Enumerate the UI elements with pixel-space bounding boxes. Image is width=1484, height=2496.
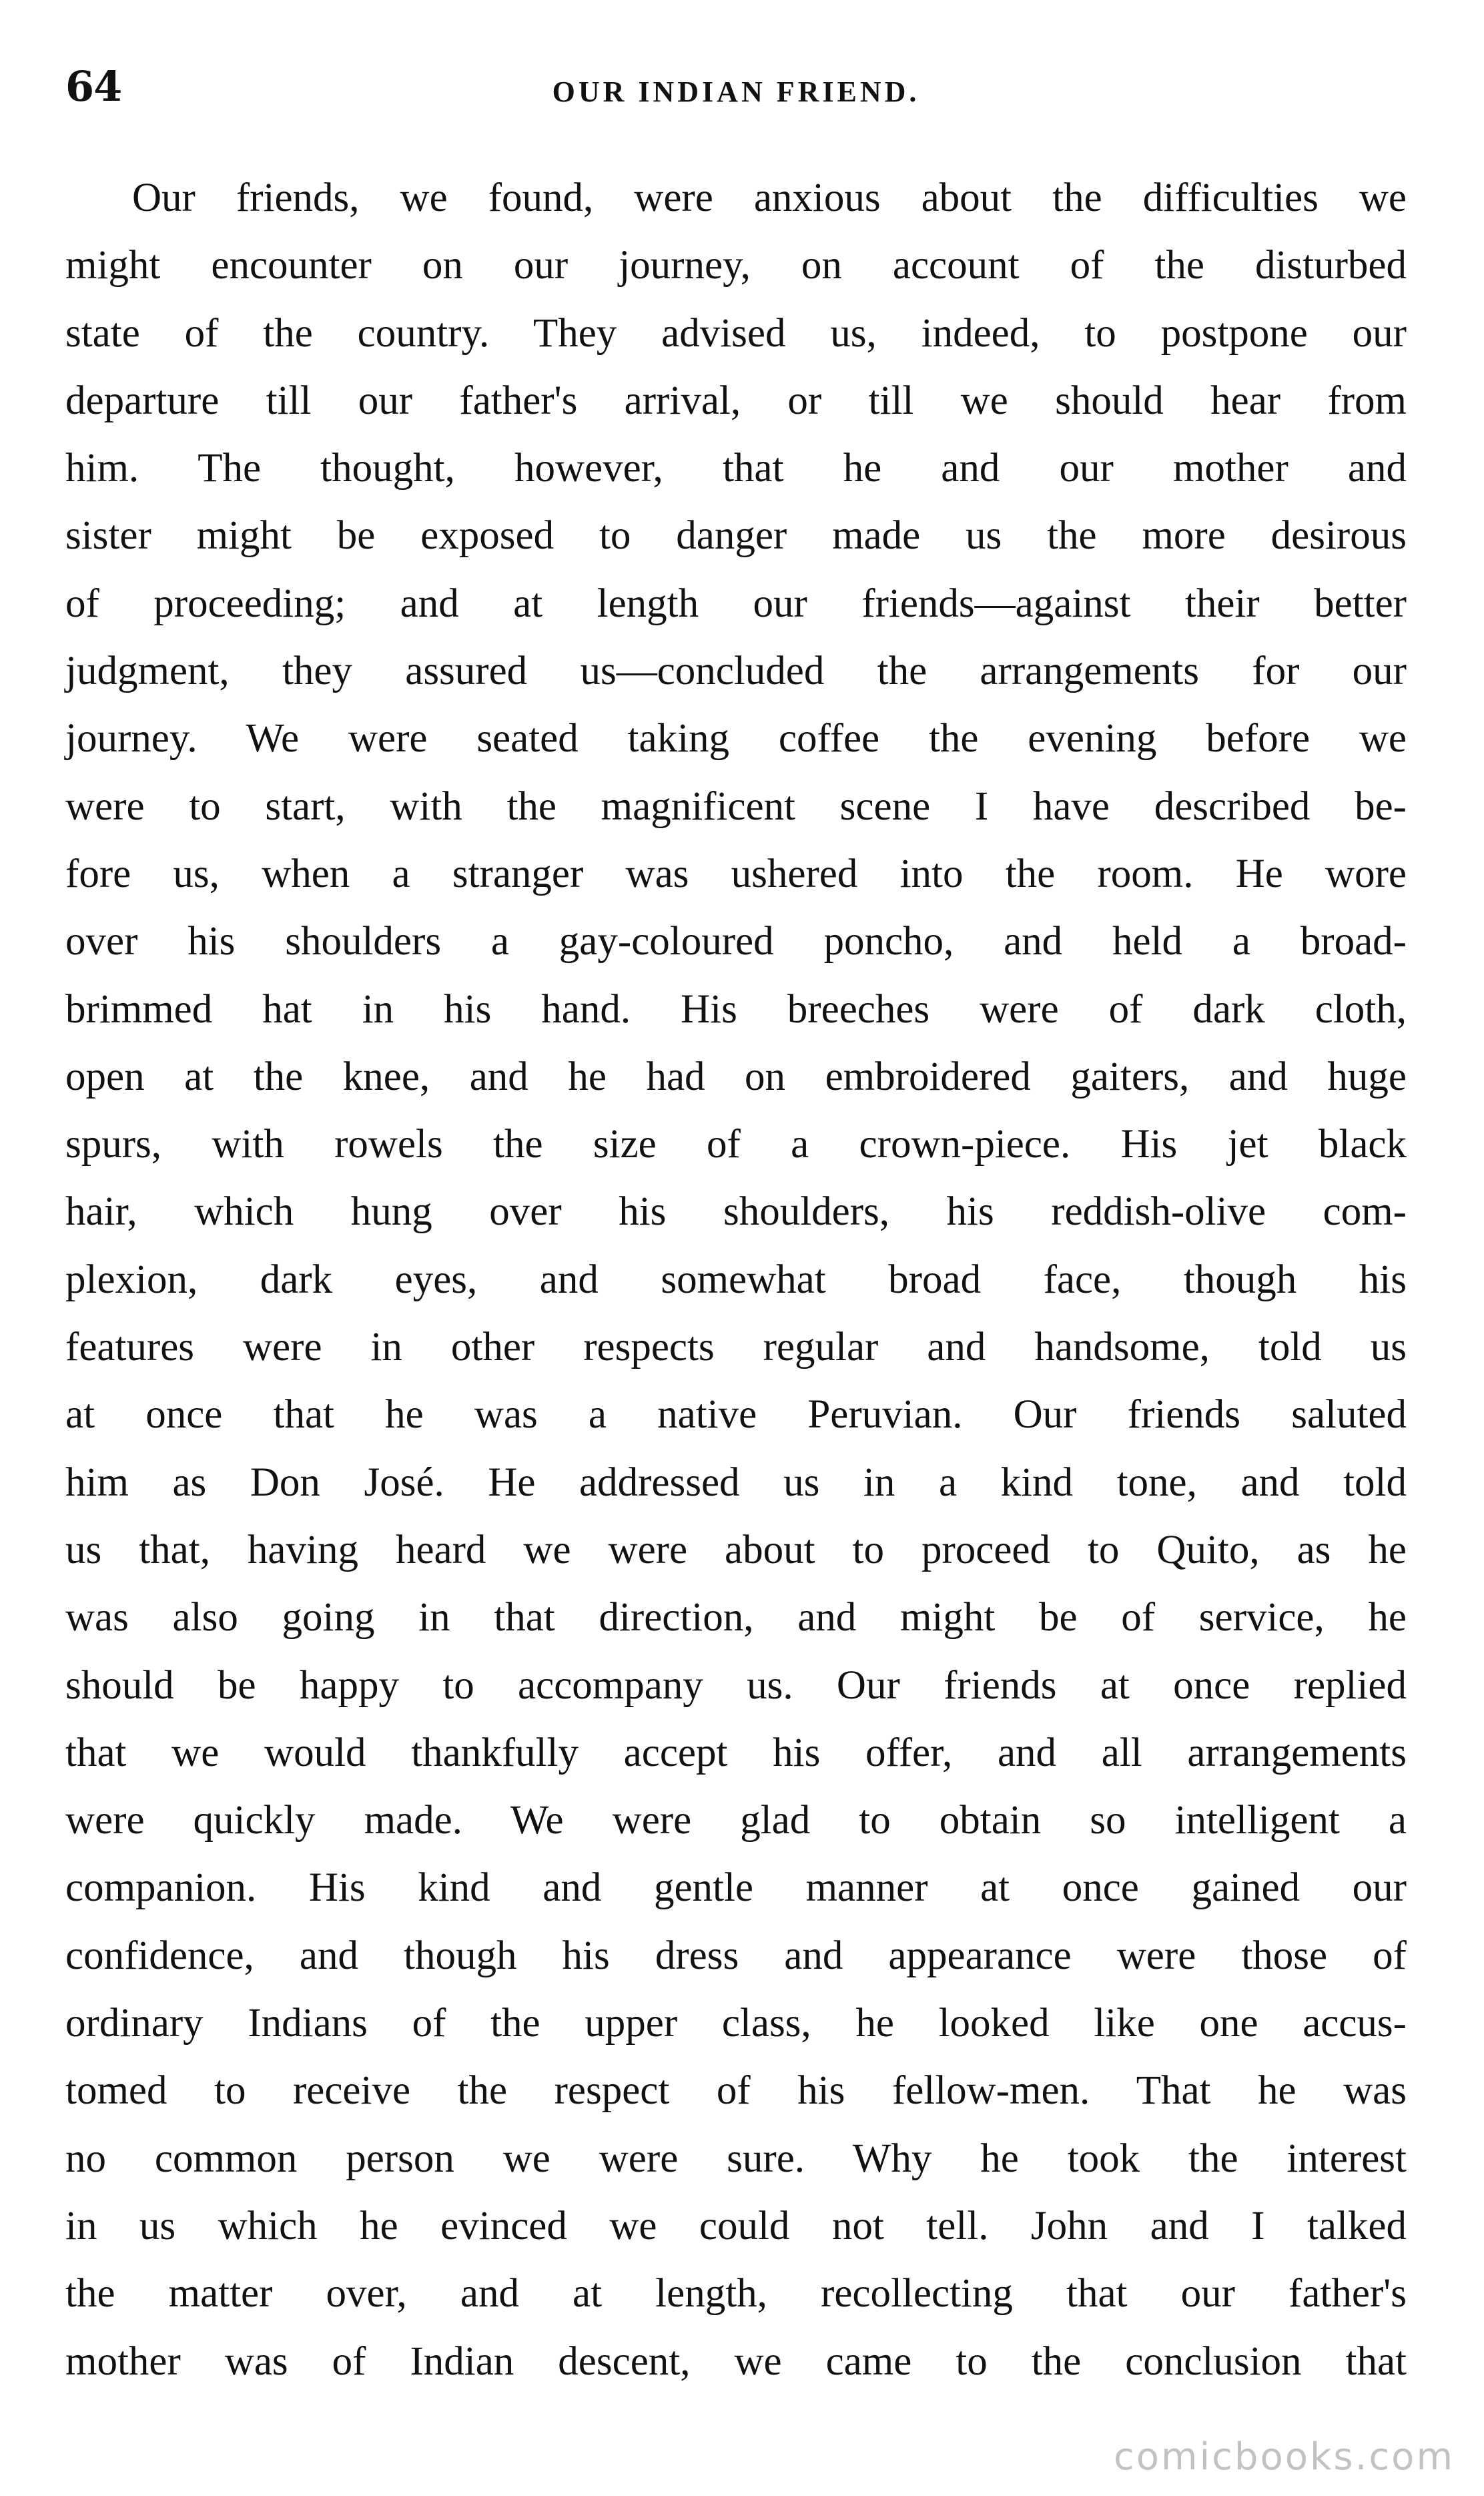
text-line: judgment, they assured us—concluded the arrangements for our: [65, 649, 1407, 694]
text-line: confidence, and though his dress and appearance were those of: [65, 1933, 1407, 1978]
text-line: ordinary Indians of the upper class, he looked like one accus-: [65, 2001, 1407, 2046]
text-line: should be happy to accompany us. Our friends at once replied: [65, 1662, 1407, 1708]
text-line: at once that he was a native Peruvian. Our friends saluted: [65, 1392, 1407, 1438]
text-line: in us which he evinced we could not tell. John and I talked: [65, 2203, 1407, 2248]
running-title: OUR INDIAN FRIEND.: [552, 75, 920, 108]
text-line: Our friends, we found, were anxious about the difficulties we: [132, 176, 1407, 220]
text-line: hair, which hung over his shoulders, his reddish-olive com-: [65, 1189, 1407, 1235]
text-line: us that, having heard we were about to proceed to Quito, as he: [65, 1527, 1407, 1572]
text-line: open at the knee, and he had on embroidered gaiters, and huge: [65, 1054, 1407, 1099]
text-line: tomed to receive the respect of his fellow-men. That he was: [65, 2068, 1407, 2114]
text-line: mother was of Indian descent, we came to the conclusion that: [65, 2338, 1407, 2384]
text-line: no common person we were sure. Why he took the interest: [65, 2136, 1407, 2181]
text-line: companion. His kind and gentle manner at once gained our: [65, 1865, 1407, 1911]
page-number: 64: [65, 62, 122, 111]
text-line: journey. We were seated taking coffee the evening before we: [65, 716, 1407, 761]
text-line: him. The thought, however, that he and our mother and: [65, 446, 1407, 491]
page-header: [65, 63, 1407, 123]
text-line: brimmed hat in his hand. His breeches were of dark cloth,: [65, 986, 1407, 1032]
text-line: over his shoulders a gay-coloured poncho, and held a broad-: [65, 919, 1407, 964]
text-line: were quickly made. We were glad to obtain so intelligent a: [65, 1798, 1407, 1843]
text-line: state of the country. They advised us, indeed, to postpone our: [65, 310, 1407, 356]
body-text: [65, 164, 1407, 2395]
text-line: were to start, with the magnificent scene I have described be-: [65, 784, 1407, 829]
text-line: of proceeding; and at length our friends—against their better: [65, 581, 1407, 626]
text-line: him as Don José. He addressed us in a kind tone, and told: [65, 1460, 1407, 1505]
text-line: that we would thankfully accept his offer, and all arrangements: [65, 1730, 1407, 1775]
text-line: departure till our father's arrival, or till we should hear from: [65, 378, 1407, 423]
text-line: might encounter on our journey, on account of the disturbed: [65, 243, 1407, 288]
text-line: the matter over, and at length, recollecting that our father's: [65, 2271, 1407, 2316]
text-line: sister might be exposed to danger made us the more desirous: [65, 513, 1407, 559]
source-watermark: comicbooks.com: [1113, 2435, 1455, 2479]
text-line: was also going in that direction, and might be of service, he: [65, 1595, 1407, 1640]
text-line: features were in other respects regular and handsome, told us: [65, 1325, 1407, 1370]
text-line: plexion, dark eyes, and somewhat broad face, though his: [65, 1257, 1407, 1302]
text-line: fore us, when a stranger was ushered into the room. He wore: [65, 851, 1407, 896]
text-line: spurs, with rowels the size of a crown-piece. His jet black: [65, 1122, 1407, 1167]
